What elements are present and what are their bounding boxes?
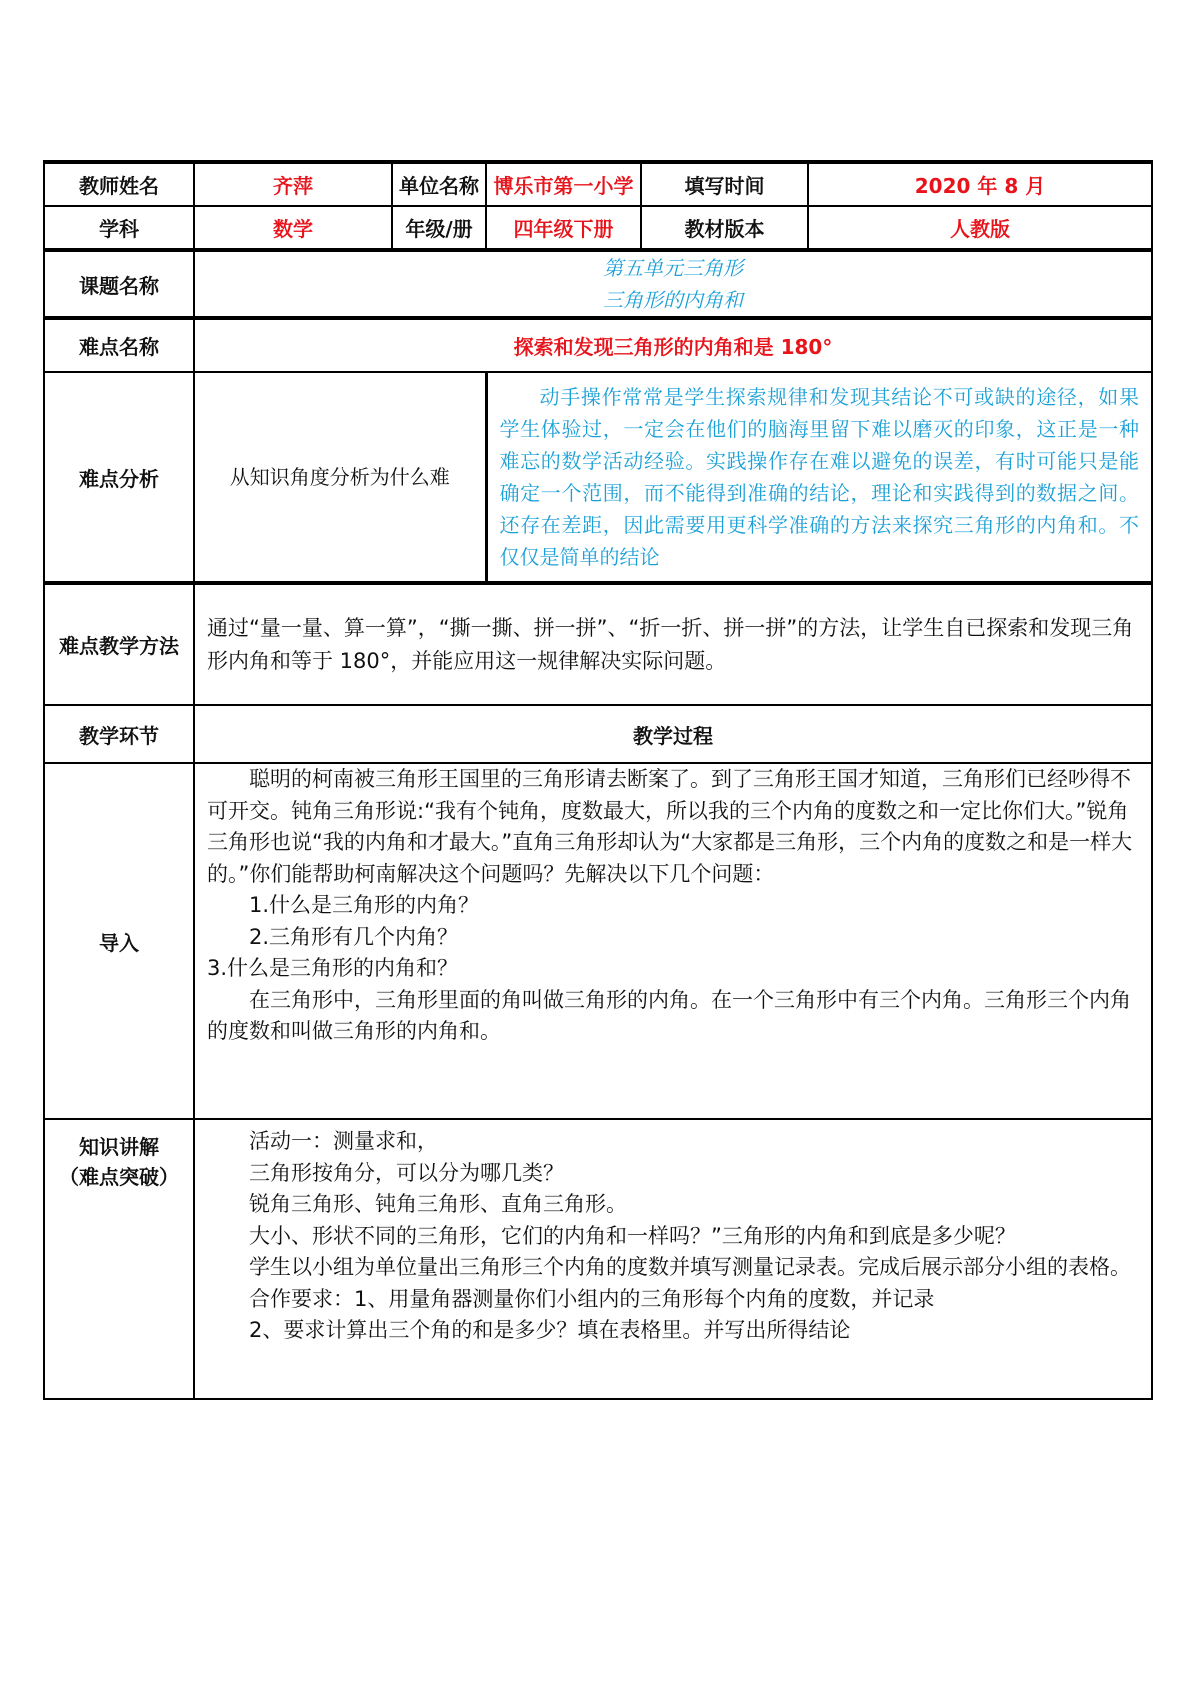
method-text: 通过“量一量、算一算”，“撕一撕、拼一拼”、“折一折、拼一拼”的方法，让学生自已探索和发现三角形内角和等于 180°，并能应用这一规律解决实际问题。 xyxy=(194,583,1152,705)
difficulty-value: 探索和发现三角形的内角和是 180° xyxy=(194,318,1152,372)
knowledge-label-1: 知识讲解 xyxy=(79,1135,159,1159)
unit-value: 博乐市第一小学 xyxy=(486,162,641,206)
knowledge-label xyxy=(44,1119,194,1399)
analysis-right xyxy=(486,372,1152,583)
header-row-2 xyxy=(44,206,1152,250)
knowledge-line-1: 活动一：测量求和， xyxy=(249,1129,438,1153)
date-label: 填写时间 xyxy=(641,162,808,206)
intro-content xyxy=(194,763,1152,1119)
topic-value xyxy=(194,250,1152,318)
date-value: 2020 年 8 月 xyxy=(808,162,1152,206)
intro-question-2: 2.三角形有几个内角？ xyxy=(249,924,459,949)
edition-value: 人教版 xyxy=(808,206,1152,250)
edition-label: 教材版本 xyxy=(641,206,808,250)
difficulty-row xyxy=(44,318,1152,372)
process-label: 教学环节 xyxy=(44,705,194,763)
difficulty-label: 难点名称 xyxy=(44,318,194,372)
intro-answer: 在三角形中，三角形里面的角叫做三角形的内角。在一个三角形中有三个内角。三角形三个内角的度数和叫做三角形的内角和。 xyxy=(207,987,1131,1043)
unit-label: 单位名称 xyxy=(392,162,486,206)
analysis-row xyxy=(44,372,1152,583)
knowledge-content xyxy=(194,1119,1152,1399)
topic-line-2: 三角形的内角和 xyxy=(603,288,743,312)
knowledge-label-2: （难点突破） xyxy=(59,1165,179,1189)
grade-value: 四年级下册 xyxy=(486,206,641,250)
intro-question-1: 1.什么是三角形的内角？ xyxy=(249,893,480,917)
subject-value: 数学 xyxy=(194,206,392,250)
analysis-text: 动手操作常常是学生探索规律和发现其结论不可或缺的途径，如果学生体验过，一定会在他们的脑海里留下难以磨灭的印象，这正是一种难忘的数学活动经验。实践操作存在难以避免的误差，有时可能只是能确定一个范围，而不能得到准确的结论，理论和实践得到的数据之间。还存在差距，因此需要用更科学准确的方法来探究三角形的内角和。不仅仅是简单的结论 xyxy=(499,385,1139,569)
analysis-label: 难点分析 xyxy=(44,372,194,583)
knowledge-line-5: 学生以小组为单位量出三角形三个内角的度数并填写测量记录表。完成后展示部分小组的表格。 xyxy=(249,1255,1131,1279)
knowledge-line-6: 合作要求：1、用量角器测量你们小组内的三角形每个内角的度数，并记录 xyxy=(249,1286,935,1311)
method-row xyxy=(44,583,1152,705)
intro-label: 导入 xyxy=(44,763,194,1119)
intro-row xyxy=(44,763,1152,1119)
knowledge-row xyxy=(44,1119,1152,1399)
header-row-1 xyxy=(44,162,1152,206)
topic-row xyxy=(44,250,1152,318)
analysis-left: 从知识角度分析为什么难 xyxy=(194,372,486,583)
lesson-plan-table xyxy=(43,160,1153,1400)
teacher-value: 齐萍 xyxy=(194,162,392,206)
method-label: 难点教学方法 xyxy=(44,583,194,705)
subject-label: 学科 xyxy=(44,206,194,250)
intro-question-3: 3.什么是三角形的内角和？ xyxy=(207,956,459,980)
process-value: 教学过程 xyxy=(194,705,1152,763)
knowledge-line-4: 大小、形状不同的三角形，它们的内角和一样吗？”三角形的内角和到底是多少呢？ xyxy=(249,1223,1016,1248)
process-header-row xyxy=(44,705,1152,763)
knowledge-line-2: 三角形按角分，可以分为哪几类？ xyxy=(249,1160,564,1185)
intro-paragraph: 聪明的柯南被三角形王国里的三角形请去断案了。到了三角形王国才知道，三角形们已经吵得不可开交。钝角三角形说:“我有个钝角，度数最大，所以我的三个内角的度数之和一定比你们大。”锐角三角形也说“我的内角和才最大。”直角三角形却认为“大家都是三角形，三个内角的度数之和是一样大的。”你们能帮助柯南解决这个问题吗？先解决以下几个问题： xyxy=(207,767,1133,886)
knowledge-line-7: 2、要求计算出三个角的和是多少？填在表格里。并写出所得结论 xyxy=(249,1318,851,1342)
knowledge-line-3: 锐角三角形、钝角三角形、直角三角形。 xyxy=(249,1192,627,1216)
topic-label: 课题名称 xyxy=(44,250,194,318)
teacher-label: 教师姓名 xyxy=(44,162,194,206)
topic-line-1: 第五单元三角形 xyxy=(603,256,743,280)
grade-label: 年级/册 xyxy=(392,206,486,250)
